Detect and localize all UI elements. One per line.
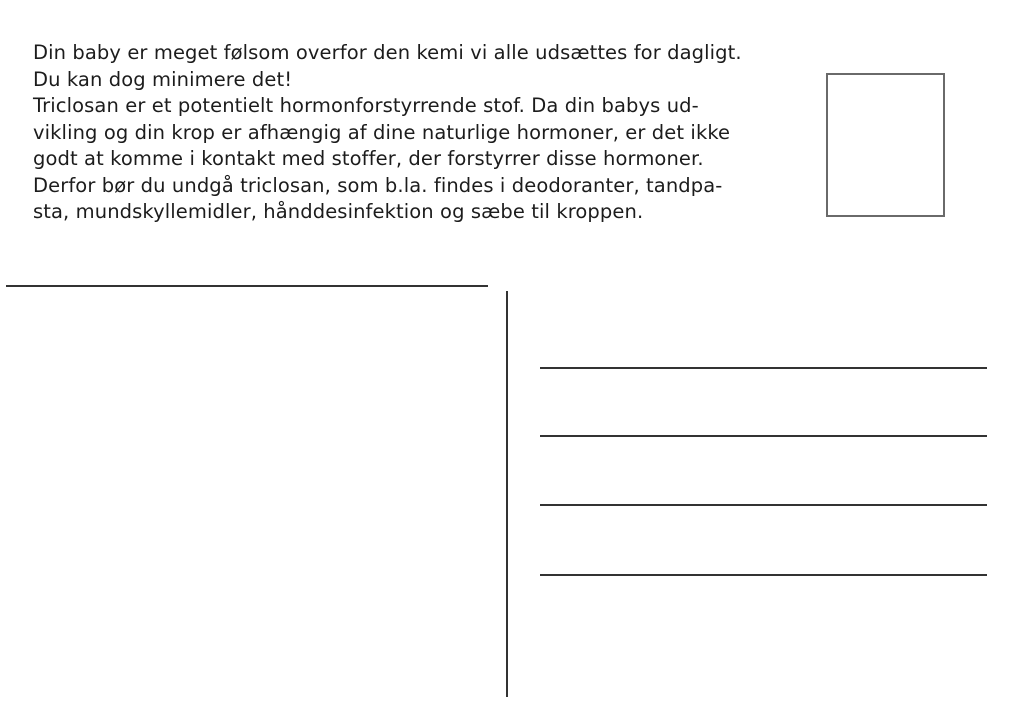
message-line: Din baby er meget følsom overfor den kemi vi alle udsættes for dagligt. bbox=[33, 41, 742, 64]
vertical-divider bbox=[506, 291, 508, 697]
postcard-message bbox=[33, 40, 823, 226]
address-line-4 bbox=[540, 574, 987, 576]
message-line: Du kan dog minimere det! bbox=[33, 67, 293, 91]
message-line: godt at komme i kontakt med stoffer, der forstyrrer disse hormoner. bbox=[33, 147, 704, 170]
message-line: Triclosan er et potentielt hormonforstyrrende stof. Da din babys ud- bbox=[33, 94, 699, 117]
horizontal-divider bbox=[6, 285, 488, 287]
address-line-2 bbox=[540, 435, 987, 437]
address-line-1 bbox=[540, 367, 987, 369]
stamp-box bbox=[826, 73, 945, 217]
address-line-3 bbox=[540, 504, 987, 506]
message-line: sta, mundskyllemidler, hånddesinfektion og sæbe til kroppen. bbox=[33, 200, 644, 223]
message-line: vikling og din krop er afhængig af dine naturlige hormoner, er det ikke bbox=[33, 120, 731, 144]
message-line: Derfor bør du undgå triclosan, som b.la. findes i deodoranter, tandpa- bbox=[33, 173, 723, 197]
